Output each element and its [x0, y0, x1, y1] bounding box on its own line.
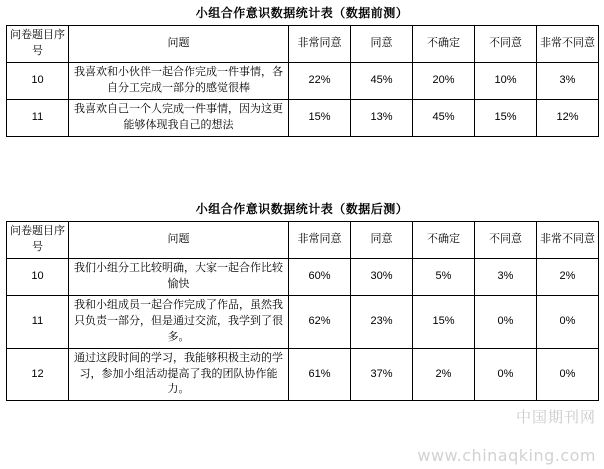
header-cell-agree: 同意 — [351, 222, 413, 259]
cell-disagree: 0% — [475, 295, 537, 348]
table-row — [7, 348, 599, 401]
table-block-post — [6, 200, 598, 401]
cell-strongly-agree: 22% — [289, 62, 351, 99]
header-cell-no: 问卷题目序号 — [7, 222, 69, 259]
cell-agree: 45% — [351, 62, 413, 99]
table-block-pre — [6, 4, 598, 137]
cell-item-no: 12 — [7, 348, 69, 401]
header-cell-strongly-agree: 非常同意 — [289, 222, 351, 259]
cell-strongly-agree: 60% — [289, 258, 351, 295]
cell-question: 我喜欢自己一个人完成一件事情，因为这更能够体现我自己的想法 — [69, 99, 289, 136]
cell-strongly-disagree: 0% — [537, 348, 599, 401]
cell-question: 我喜欢和小伙伴一起合作完成一件事情，各自分工完成一部分的感觉很棒 — [69, 62, 289, 99]
table-row — [7, 99, 599, 136]
table-title-pre: 小组合作意识数据统计表（数据前测） — [195, 6, 409, 20]
cell-agree: 23% — [351, 295, 413, 348]
table-row — [7, 295, 599, 348]
cell-strongly-disagree: 12% — [537, 99, 599, 136]
cell-question: 我们小组分工比较明确，大家一起合作比较愉快 — [69, 258, 289, 295]
header-cell-unsure: 不确定 — [413, 26, 475, 63]
cell-strongly-disagree: 3% — [537, 62, 599, 99]
cell-agree: 30% — [351, 258, 413, 295]
cell-disagree: 3% — [475, 258, 537, 295]
header-cell-strongly-disagree: 非常不同意 — [537, 222, 599, 259]
cell-item-no: 10 — [7, 258, 69, 295]
cell-item-no: 11 — [7, 295, 69, 348]
cell-question: 我和小组成员一起合作完成了作品，虽然我只负责一部分，但是通过交流，我学到了很多。 — [69, 295, 289, 348]
cell-disagree: 0% — [475, 348, 537, 401]
cell-strongly-agree: 62% — [289, 295, 351, 348]
cell-strongly-disagree: 0% — [537, 295, 599, 348]
table-row — [7, 62, 599, 99]
cell-item-no: 10 — [7, 62, 69, 99]
table-title-post: 小组合作意识数据统计表（数据后测） — [195, 202, 409, 216]
table-header-row — [7, 26, 599, 63]
cell-agree: 37% — [351, 348, 413, 401]
cell-unsure: 2% — [413, 348, 475, 401]
cell-agree: 13% — [351, 99, 413, 136]
stat-table-pre — [6, 25, 599, 137]
watermark-url: www.chinaqking.com — [417, 446, 596, 465]
header-cell-strongly-agree: 非常同意 — [289, 26, 351, 63]
stat-table-post — [6, 221, 599, 401]
cell-strongly-disagree: 2% — [537, 258, 599, 295]
table-header-row — [7, 222, 599, 259]
header-cell-agree: 同意 — [351, 26, 413, 63]
header-cell-question: 问题 — [69, 26, 289, 63]
cell-item-no: 11 — [7, 99, 69, 136]
cell-question: 通过这段时间的学习，我能够积极主动的学习，参加小组活动提高了我的团队协作能力。 — [69, 348, 289, 401]
header-cell-disagree: 不同意 — [475, 26, 537, 63]
header-cell-disagree: 不同意 — [475, 222, 537, 259]
cell-disagree: 10% — [475, 62, 537, 99]
cell-unsure: 20% — [413, 62, 475, 99]
header-cell-strongly-disagree: 非常不同意 — [537, 26, 599, 63]
cell-disagree: 15% — [475, 99, 537, 136]
cell-unsure: 15% — [413, 295, 475, 348]
header-cell-unsure: 不确定 — [413, 222, 475, 259]
cell-unsure: 5% — [413, 258, 475, 295]
watermark-brand: 中国期刊网 — [515, 408, 596, 426]
cell-unsure: 45% — [413, 99, 475, 136]
table-row — [7, 258, 599, 295]
cell-strongly-agree: 15% — [289, 99, 351, 136]
cell-strongly-agree: 61% — [289, 348, 351, 401]
header-cell-question: 问题 — [69, 222, 289, 259]
header-cell-no: 问卷题目序号 — [7, 26, 69, 63]
